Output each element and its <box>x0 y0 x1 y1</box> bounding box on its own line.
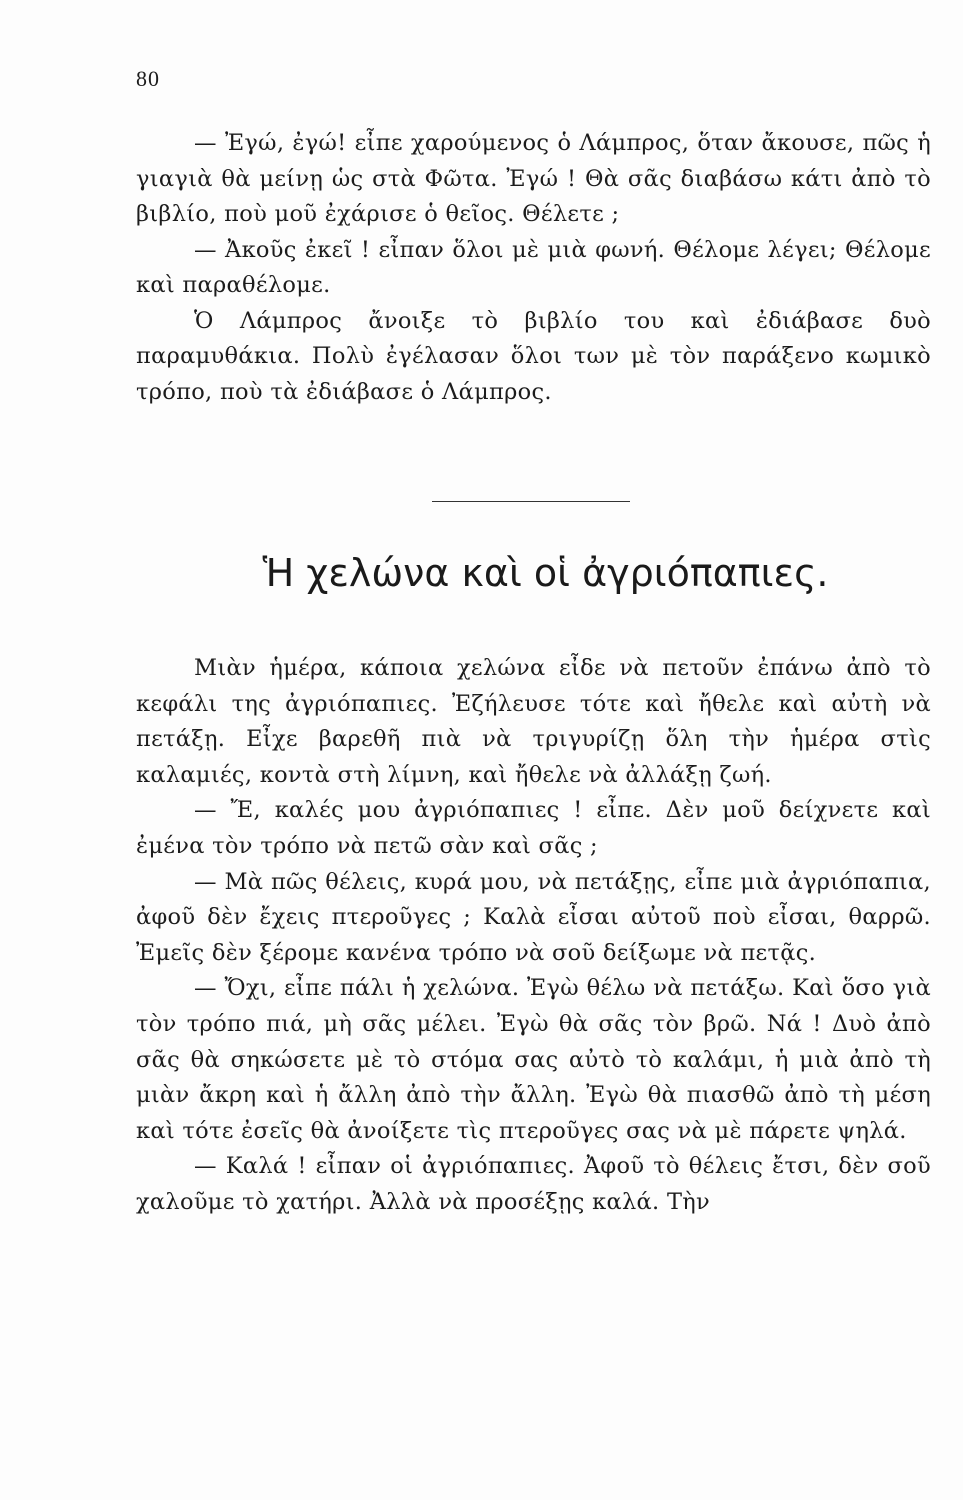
story-title: Ἡ χελώνα καὶ οἱ ἀγριόπαπιες. <box>262 551 829 595</box>
paragraph: Ὁ Λάμπρος ἄνοιξε τὸ βιβλίο του καὶ ἐδιάβασε δυὸ παραμυθάκια. Πολὺ ἐγέλασαν ὅλοι των μὲ τὸν παράξενο κωμικὸ τρόπο, ποὺ τὰ ἐδιάβασε ὁ Λάμπρος. <box>136 307 931 405</box>
section-divider <box>432 501 630 502</box>
paragraph: — Ἔ, καλές μου ἀγριόπαπιες ! εἶπε. Δὲν μοῦ δείχνετε καὶ ἐμένα τὸν τρόπο νὰ πετῶ σὰν καὶ σᾶς ; <box>136 797 931 859</box>
paragraph: — Καλά ! εἶπαν οἱ ἀγριόπαπιες. Ἀφοῦ τὸ θέλεις ἔτσι, δὲν σοῦ χαλοῦμε τὸ χατήρι. Ἀλλὰ νὰ προσέξῃς καλά. Τὴν <box>136 1153 931 1215</box>
paragraph: — Ἀκοῦς ἐκεῖ ! εἶπαν ὅλοι μὲ μιὰ φωνή. Θέλομε λέγει; Θέλομε καὶ παραθέλομε. <box>136 236 931 298</box>
previous-story-ending <box>136 126 931 410</box>
page-number: 80 <box>136 66 160 91</box>
paragraph: — Μὰ πῶς θέλεις, κυρά μου, νὰ πετάξῃς, εἶπε μιὰ ἀγριόπαπια, ἀφοῦ δὲν ἔχεις πτεροῦγες ; Καλὰ εἶσαι αὐτοῦ ποὺ εἶσαι, θαρρῶ. Ἐμεῖς δὲν ξέρομε κανένα τρόπο νὰ σοῦ δείξωμε νὰ πετᾷς. <box>136 868 931 966</box>
paragraph: Μιὰν ἡμέρα, κάποια χελώνα εἶδε νὰ πετοῦν ἐπάνω ἀπὸ τὸ κεφάλι της ἀγριόπαπιες. Ἐζήλευσε τότε καὶ ἤθελε καὶ αὐτὴ νὰ πετάξῃ. Εἶχε βαρεθῆ πιὰ νὰ τριγυρίζῃ ὅλη τὴν ἡμέρα στὶς καλαμιές, κοντὰ στὴ λίμνη, καὶ ἤθελε νὰ ἀλλάξῃ ζωή. <box>136 655 931 788</box>
story-body <box>136 651 931 1221</box>
paragraph: — Ἐγώ, ἐγώ! εἶπε χαρούμενος ὁ Λάμπρος, ὅταν ἄκουσε, πῶς ἡ γιαγιὰ θὰ μείνῃ ὡς στὰ Φῶτα. Ἐγώ ! Θὰ σᾶς διαβάσω κάτι ἀπὸ τὸ βιβλίο, ποὺ μοῦ ἐχάρισε ὁ θεῖος. Θέλετε ; <box>136 130 931 227</box>
paragraph: — Ὄχι, εἶπε πάλι ἡ χελώνα. Ἐγὼ θέλω νὰ πετάξω. Καὶ ὅσο γιὰ τὸν τρόπο πιά, μὴ σᾶς μέλει. Ἐγὼ θὰ σᾶς τὸν βρῶ. Νά ! Δυὸ ἀπὸ σᾶς θὰ σηκώσετε μὲ τὸ στόμα σας αὐτὸ τὸ καλάμι, ἡ μιὰ ἀπὸ τὴ μιὰν ἄκρη καὶ ἡ ἄλλη ἀπὸ τὴν ἄλλη. Ἐγὼ θὰ πιασθῶ ἀπὸ τὴ μέση καὶ τότε ἐσεῖς θὰ ἀνοίξετε τὶς πτεροῦγες σας νὰ μὲ πάρετε ψηλά. <box>136 975 931 1144</box>
